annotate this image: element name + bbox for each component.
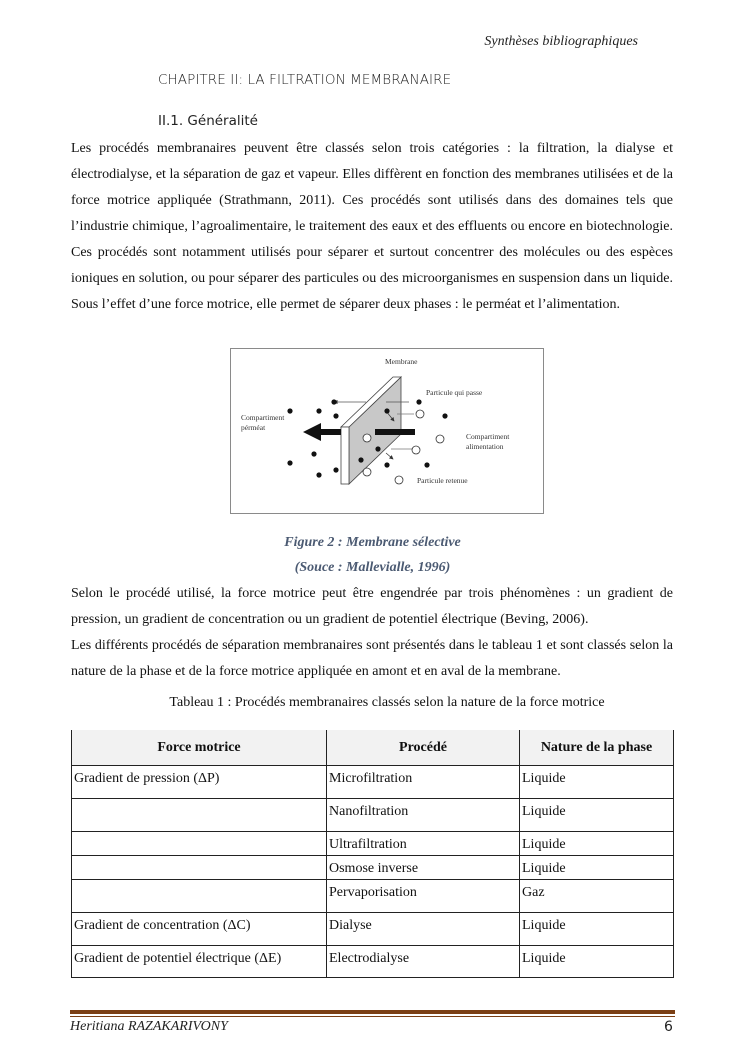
procedes-paragraph: Les différents procédés de séparation membranaires sont présentés dans le tableau 1 et sont classés selon la nature de la phase et de la force motrice appliquée en amont et en aval de la membrane. <box>71 638 673 679</box>
label-particule-retenue: Particule retenue <box>417 476 468 485</box>
running-head: Synthèses bibliographiques <box>484 34 638 49</box>
permeate-arrow-icon <box>303 423 321 441</box>
label-compartiment-permeat: Compartiment <box>241 413 285 422</box>
figure-source: (Souce : Mallevialle, 1996) <box>294 560 451 575</box>
table-row: Osmose inverse Liquide <box>72 856 674 880</box>
header-nature-phase: Nature de la phase <box>520 730 674 766</box>
header-procede: Procédé <box>327 730 520 766</box>
chapter-title: CHAPITRE II: LA FILTRATION MEMBRANAIRE <box>158 72 452 88</box>
label-particule-passe: Particule qui passe <box>426 388 483 397</box>
footer-rule-thin <box>70 1016 675 1017</box>
svg-text:pérméat: pérméat <box>241 423 266 432</box>
footer-author: Heritiana RAZAKARIVONY <box>70 1019 228 1034</box>
table-row: Nanofiltration Liquide <box>72 799 674 832</box>
label-membrane: Membrane <box>385 357 418 366</box>
body-paragraphs <box>71 581 673 685</box>
header-force-motrice: Force motrice <box>72 730 327 766</box>
table-row: Gradient de concentration (ΔC) Dialyse Liquide <box>72 913 674 946</box>
table-row: Gradient de pression (ΔP) Microfiltration Liquide <box>72 766 674 799</box>
table-caption: Tableau 1 : Procédés membranaires classés selon la nature de la force motrice <box>169 695 605 710</box>
svg-text:alimentation: alimentation <box>466 442 504 451</box>
procedes-table <box>71 730 674 978</box>
force-motrice-paragraph: Selon le procédé utilisé, la force motrice peut être engendrée par trois phénomènes : un gradient de pression, un gradient de concentration ou un gradient de potentiel électrique (Beving, 2006). <box>71 586 673 627</box>
figure-caption: Figure 2 : Membrane sélective <box>284 535 461 550</box>
footer-rule-thick <box>70 1010 675 1014</box>
page-number: 6 <box>664 1019 673 1035</box>
table-row: Gradient de potentiel électrique (ΔE) Electrodialyse Liquide <box>72 946 674 978</box>
label-compartiment-alimentation: Compartiment <box>466 432 510 441</box>
membrane-diagram <box>231 349 543 513</box>
intro-paragraph <box>71 136 673 318</box>
table-row: Pervaporisation Gaz <box>72 880 674 913</box>
table-header-row <box>72 730 674 766</box>
membrane-edge <box>341 427 349 484</box>
feed-arrow-bar <box>375 429 415 435</box>
intro-text: Les procédés membranaires peuvent être classés selon trois catégories : la filtration, la dialyse et électrodialyse, et la séparation de gaz et vapeur. Elles diffèrent en fonction des membranes utilisées et de la force motrice appliquée (Strathmann, 2011). Ces procédés sont utilisés dans des domaines tels que l’industrie chimique, l’agroalimentaire, le traitement des eaux et des effluents ou encore en biotechnologie. Ces procédés sont notamment utilisés pour séparer et surtout concentrer des molécules ou des espèces ioniques en solution, ou pour séparer des particules ou des microorganismes en suspension dans un liquide. Sous l’effet d’une force motrice, elle permet de séparer deux phases : le perméat et l’alimentation. <box>71 141 673 312</box>
table-row: Ultrafiltration Liquide <box>72 832 674 856</box>
membrane-figure <box>230 348 544 514</box>
section-title: II.1. Généralité <box>158 113 258 129</box>
